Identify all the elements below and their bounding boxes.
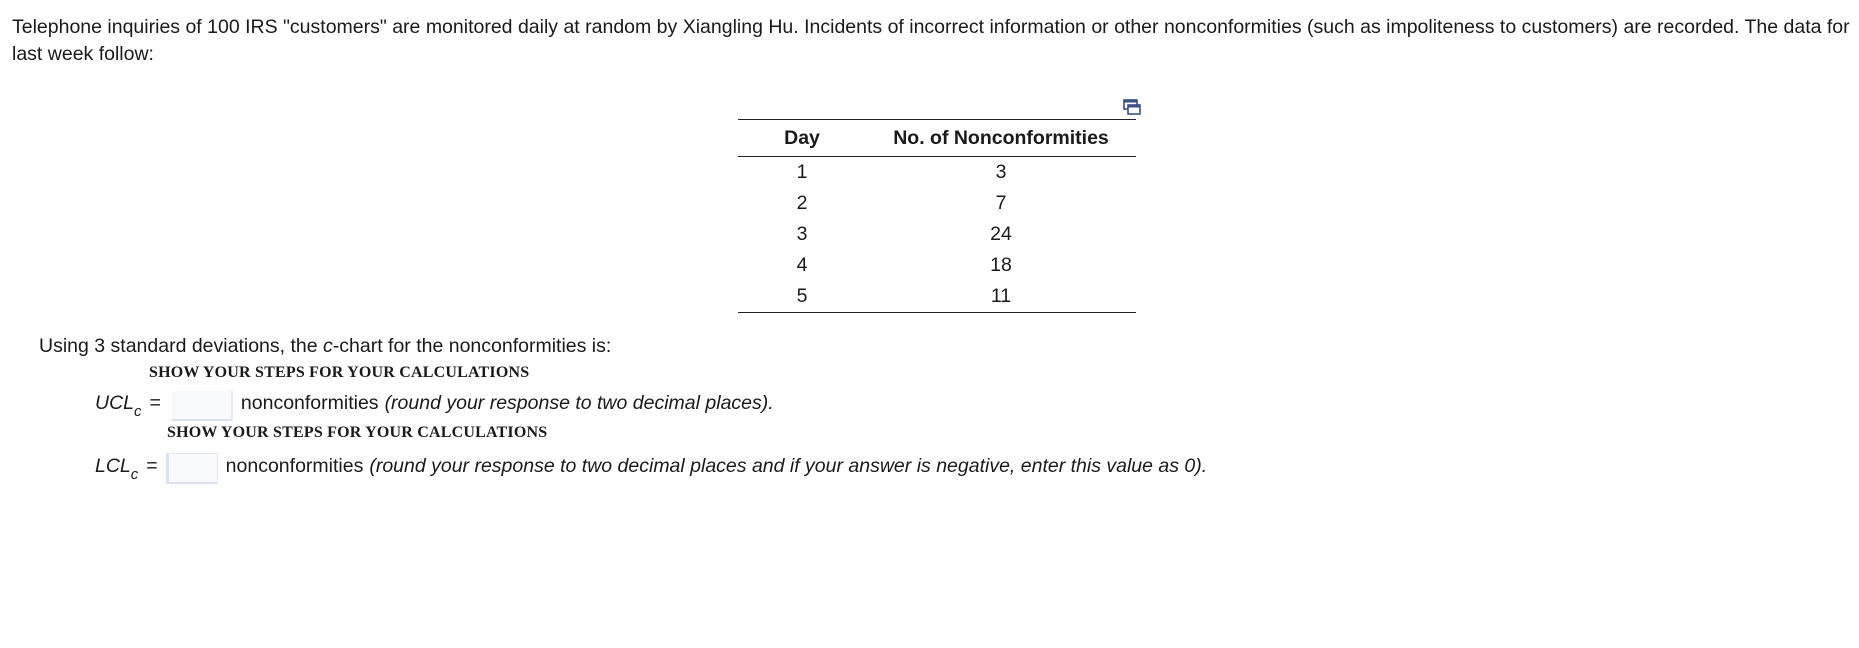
nonconformities-table-container: [738, 119, 1136, 313]
table-row: [738, 157, 1136, 189]
lcl-rounding-note: (round your response to two decimal places and if your answer is negative, enter this value as 0).: [369, 455, 1208, 477]
ucl-symbol: [95, 390, 142, 420]
day-cell: 1: [796, 161, 808, 183]
lcl-equals: =: [146, 455, 158, 477]
day-cell: 5: [796, 285, 808, 307]
ucl-symbol-text: UCL: [95, 392, 135, 414]
table-row: [738, 250, 1136, 281]
problem-statement: Telephone inquiries of 100 IRS "customers" are monitored daily at random by Xiangling Hu. Incidents of incorrect information or other nonconformities (such as impoliteness to customers) are recorded. The data for last week follow:: [12, 16, 1850, 65]
show-steps-label-ucl: SHOW YOUR STEPS FOR YOUR CALCULATIONS: [149, 364, 530, 381]
nonconformities-cell: 3: [995, 161, 1007, 183]
nonconformities-table: [738, 119, 1136, 313]
lcl-symbol-text: LCL: [95, 455, 131, 477]
lcl-symbol: [95, 453, 139, 483]
ucl-equals: =: [149, 392, 161, 414]
nonconformities-cell: 7: [995, 192, 1007, 214]
day-cell: 4: [796, 254, 808, 276]
ucl-subscript: c: [134, 403, 142, 420]
table-row: [738, 188, 1136, 219]
header-nonconformities: No. of Nonconformities: [893, 126, 1109, 149]
nonconformities-cell: 11: [990, 285, 1012, 307]
lcl-answer-row: [95, 453, 1207, 484]
prompt-text-after: -chart for the nonconformities is:: [332, 335, 612, 357]
day-cell: 3: [796, 223, 808, 245]
question-prompt: [39, 333, 611, 360]
table-row: [738, 219, 1136, 250]
ucl-input[interactable]: [171, 390, 233, 421]
lcl-unit: nonconformities: [225, 455, 364, 477]
lcl-subscript: c: [130, 466, 139, 483]
prompt-c-italic: c: [323, 335, 333, 357]
prompt-text-before: Using 3 standard deviations, the: [39, 335, 324, 357]
lcl-input[interactable]: [166, 453, 218, 484]
table-header-row: [738, 120, 1136, 157]
header-day: Day: [784, 126, 820, 149]
ucl-rounding-note: (round your response to two decimal places).: [384, 392, 774, 414]
table-row: [738, 281, 1136, 313]
nonconformities-cell: 18: [990, 254, 1012, 276]
nonconformities-cell: 24: [990, 223, 1012, 245]
ucl-unit: nonconformities: [240, 392, 379, 414]
show-steps-label-lcl: SHOW YOUR STEPS FOR YOUR CALCULATIONS: [167, 424, 548, 441]
day-cell: 2: [796, 192, 808, 214]
popout-window-icon[interactable]: [1122, 98, 1142, 116]
ucl-answer-row: [95, 390, 774, 421]
